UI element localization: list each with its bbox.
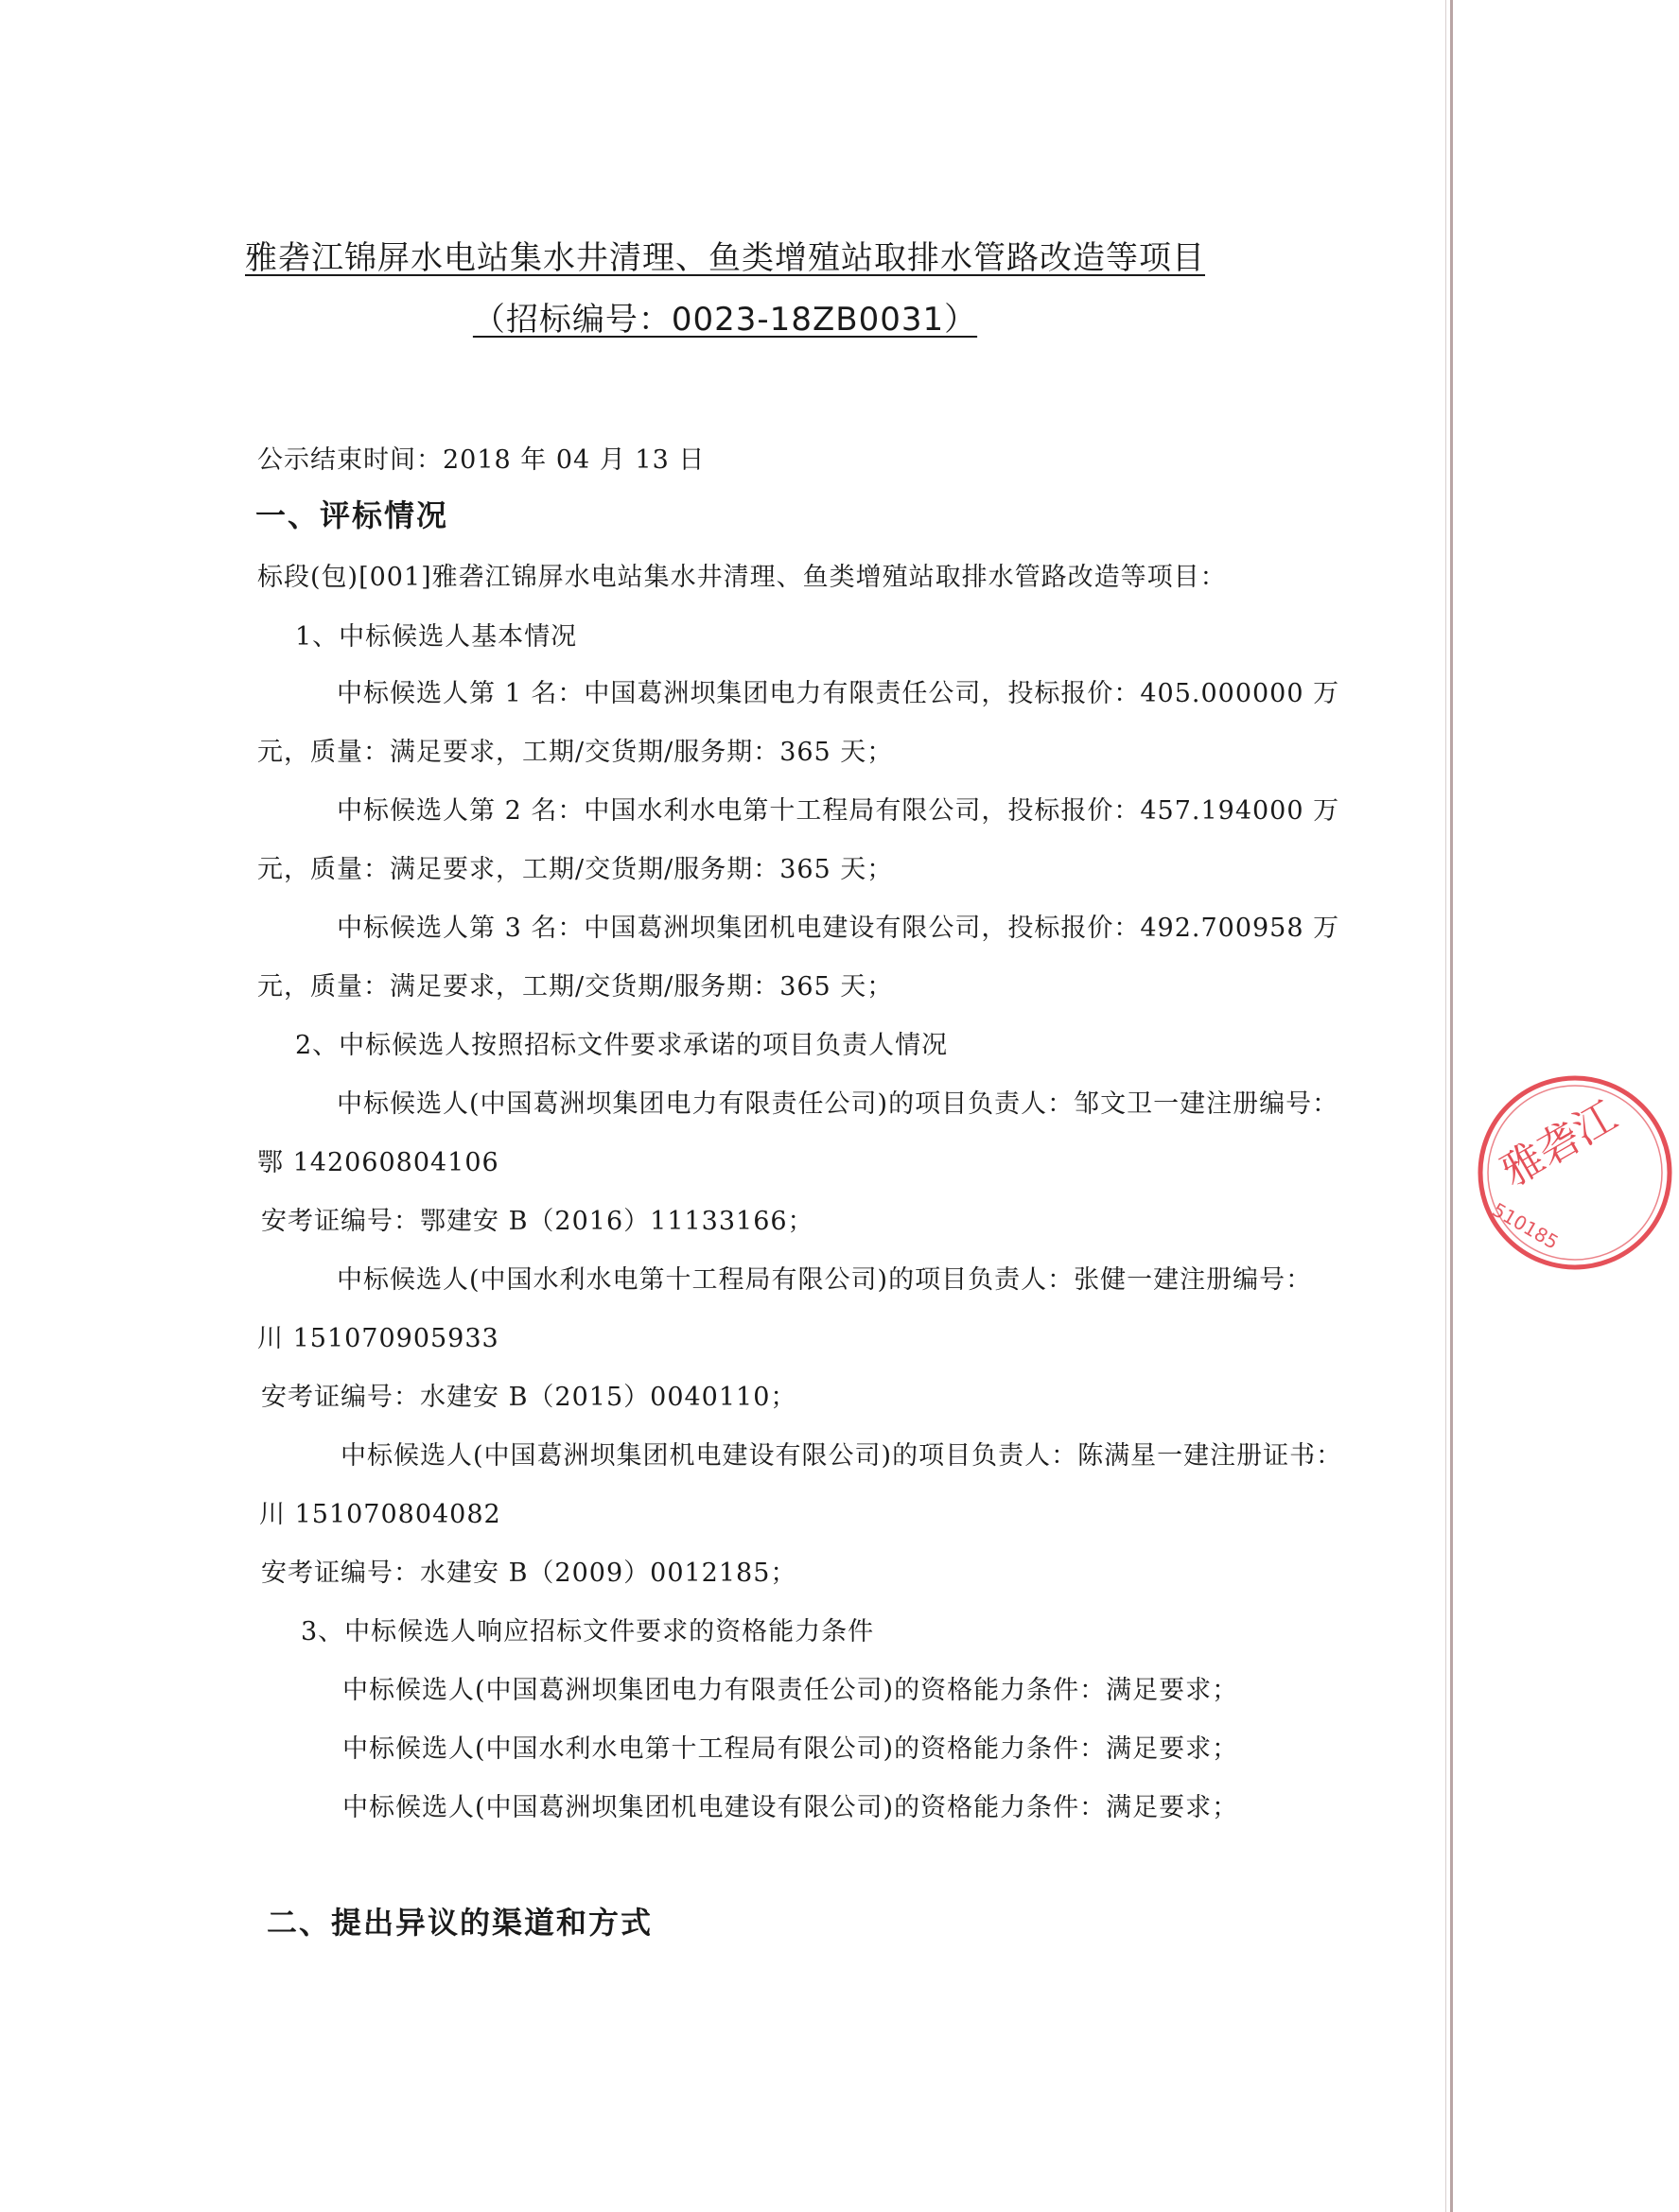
subheading-qualifications: 3、中标候选人响应招标文件要求的资格能力条件	[301, 1617, 875, 1646]
qualification-1: 中标候选人(中国葛洲坝集团电力有限责任公司)的资格能力条件：满足要求；	[342, 1676, 1239, 1705]
bid-number: （招标编号：0023-18ZB0031）	[472, 301, 978, 339]
seal-text: 雅砻江	[1493, 1091, 1626, 1196]
manager-2-safety-cert: 安考证编号：水建安 B（2015）0040110；	[261, 1383, 797, 1412]
lot-line: 标段(包)[001]雅砻江锦屏水电站集水井清理、鱼类增殖站取排水管路改造等项目：	[257, 563, 1227, 592]
subheading-managers: 2、中标候选人按照招标文件要求承诺的项目负责人情况	[295, 1031, 949, 1060]
qualification-3: 中标候选人(中国葛洲坝集团机电建设有限公司)的资格能力条件：满足要求；	[342, 1793, 1239, 1822]
document-title: 雅砻江锦屏水电站集水井清理、鱼类增殖站取排水管路改造等项目	[245, 239, 1205, 277]
candidate-3-line: 中标候选人第 3 名：中国葛洲坝集团机电建设有限公司，投标报价：492.700958 万	[337, 914, 1340, 943]
manager-3-registration: 川 151070804082	[259, 1500, 501, 1529]
notice-end-time: 公示结束时间：2018 年 04 月 13 日	[257, 445, 706, 475]
candidate-1-line: 中标候选人第 1 名：中国葛洲坝集团电力有限责任公司，投标报价：405.000000 万	[337, 679, 1340, 708]
manager-2-registration: 川 151070905933	[257, 1324, 499, 1353]
page-edge-line	[1450, 0, 1453, 2212]
manager-1-registration: 鄂 142060804106	[257, 1148, 499, 1177]
section-heading-objection: 二、提出异议的渠道和方式	[267, 1905, 654, 1941]
manager-2-line: 中标候选人(中国水利水电第十工程局有限公司)的项目负责人：张健一建注册编号：	[337, 1265, 1313, 1295]
manager-1-safety-cert: 安考证编号：鄂建安 B（2016）11133166；	[261, 1207, 814, 1236]
subheading-candidates: 1、中标候选人基本情况	[295, 622, 578, 652]
candidate-3-terms: 元，质量：满足要求，工期/交货期/服务期：365 天；	[257, 972, 894, 1001]
qualification-2: 中标候选人(中国水利水电第十工程局有限公司)的资格能力条件：满足要求；	[342, 1734, 1239, 1764]
manager-3-line: 中标候选人(中国葛洲坝集团机电建设有限公司)的项目负责人：陈满星一建注册证书：	[341, 1441, 1343, 1471]
candidate-2-terms: 元，质量：满足要求，工期/交货期/服务期：365 天；	[257, 855, 894, 884]
manager-1-line: 中标候选人(中国葛洲坝集团电力有限责任公司)的项目负责人：邹文卫一建注册编号：	[337, 1089, 1339, 1119]
manager-3-safety-cert: 安考证编号：水建安 B（2009）0012185；	[261, 1559, 797, 1588]
official-seal-stamp	[1471, 1069, 1679, 1277]
candidate-1-terms: 元，质量：满足要求，工期/交货期/服务期：365 天；	[257, 738, 894, 767]
seal-number: 510185	[1488, 1197, 1563, 1254]
candidate-2-line: 中标候选人第 2 名：中国水利水电第十工程局有限公司，投标报价：457.194000 万	[337, 796, 1340, 826]
section-heading-evaluation: 一、评标情况	[255, 497, 449, 533]
